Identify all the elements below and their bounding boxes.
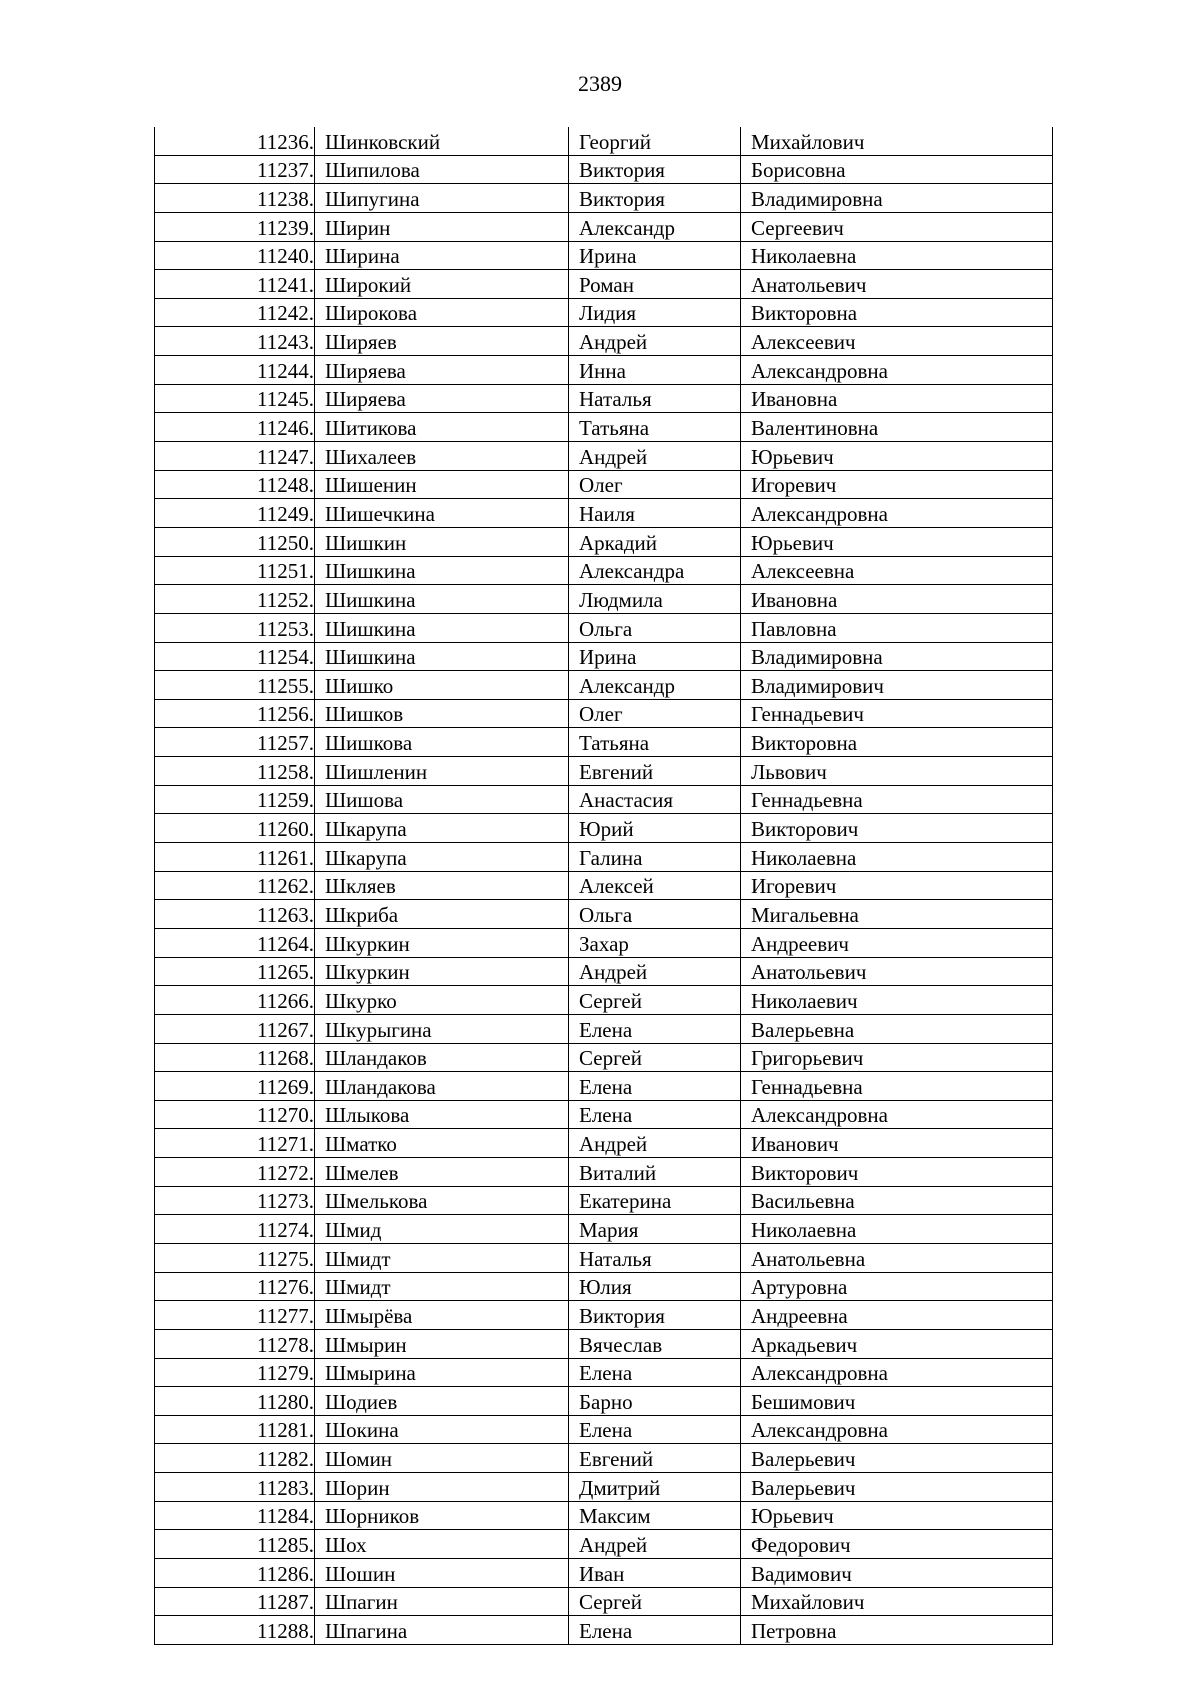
entry-number: 11245.: [155, 384, 315, 413]
first-name-cell: Сергей: [569, 1587, 741, 1616]
table-row: [155, 671, 1053, 700]
entry-number: 11260.: [155, 814, 315, 843]
patronymic-cell: Геннадьевич: [741, 699, 1053, 728]
surname-cell: Шихалеев: [315, 442, 569, 471]
table-row: [155, 757, 1053, 786]
surname-cell: Шишечкина: [315, 499, 569, 528]
surname-cell: Широкий: [315, 270, 569, 299]
entry-number: 11241.: [155, 270, 315, 299]
table-row: [155, 728, 1053, 757]
entry-number: 11278.: [155, 1329, 315, 1358]
entry-number: 11266.: [155, 986, 315, 1015]
table-row: [155, 1129, 1053, 1158]
entry-number: 11249.: [155, 499, 315, 528]
surname-cell: Шишленин: [315, 757, 569, 786]
entry-number: 11258.: [155, 757, 315, 786]
first-name-cell: Виктория: [569, 1301, 741, 1330]
entry-number: 11248.: [155, 470, 315, 499]
surname-cell: Шорников: [315, 1501, 569, 1530]
patronymic-cell: Юрьевич: [741, 1501, 1053, 1530]
entry-number: 11236.: [155, 127, 315, 155]
surname-cell: Ширяев: [315, 327, 569, 356]
surname-cell: Шпагин: [315, 1587, 569, 1616]
first-name-cell: Ирина: [569, 241, 741, 270]
surname-cell: Шкурко: [315, 986, 569, 1015]
entry-number: 11263.: [155, 900, 315, 929]
first-name-cell: Юлия: [569, 1272, 741, 1301]
entry-number: 11264.: [155, 928, 315, 957]
table-row: [155, 384, 1053, 413]
patronymic-cell: Игоревич: [741, 871, 1053, 900]
patronymic-cell: Сергеевич: [741, 212, 1053, 241]
surname-cell: Шмид: [315, 1215, 569, 1244]
first-name-cell: Максим: [569, 1501, 741, 1530]
table-row: [155, 442, 1053, 471]
patronymic-cell: Петровна: [741, 1616, 1053, 1645]
table-row: [155, 986, 1053, 1015]
first-name-cell: Евгений: [569, 757, 741, 786]
patronymic-cell: Артуровна: [741, 1272, 1053, 1301]
table-row: [155, 1272, 1053, 1301]
patronymic-cell: Андреевич: [741, 928, 1053, 957]
table-row: [155, 270, 1053, 299]
first-name-cell: Андрей: [569, 1530, 741, 1559]
patronymic-cell: Юрьевич: [741, 527, 1053, 556]
entry-number: 11284.: [155, 1501, 315, 1530]
roster-table-body: [155, 127, 1053, 1644]
page-number: 2389: [578, 71, 622, 96]
patronymic-cell: Владимировна: [741, 184, 1053, 213]
table-row: [155, 327, 1053, 356]
patronymic-cell: Андреевна: [741, 1301, 1053, 1330]
entry-number: 11269.: [155, 1072, 315, 1101]
patronymic-cell: Николаевич: [741, 986, 1053, 1015]
surname-cell: Шкляев: [315, 871, 569, 900]
table-row: [155, 900, 1053, 929]
first-name-cell: Елена: [569, 1014, 741, 1043]
table-row: [155, 1559, 1053, 1588]
surname-cell: Шпагина: [315, 1616, 569, 1645]
table-row: [155, 928, 1053, 957]
table-row: [155, 1100, 1053, 1129]
patronymic-cell: Анатольевич: [741, 957, 1053, 986]
surname-cell: Шишкина: [315, 613, 569, 642]
surname-cell: Шкуркин: [315, 957, 569, 986]
table-row: [155, 1616, 1053, 1645]
first-name-cell: Евгений: [569, 1444, 741, 1473]
patronymic-cell: Ивановна: [741, 585, 1053, 614]
first-name-cell: Захар: [569, 928, 741, 957]
first-name-cell: Иван: [569, 1559, 741, 1588]
table-row: [155, 1329, 1053, 1358]
table-row: [155, 957, 1053, 986]
surname-cell: Шишкин: [315, 527, 569, 556]
patronymic-cell: Михайлович: [741, 1587, 1053, 1616]
patronymic-cell: Валерьевич: [741, 1444, 1053, 1473]
surname-cell: Шорин: [315, 1473, 569, 1502]
table-row: [155, 1158, 1053, 1187]
table-row: [155, 470, 1053, 499]
table-row: [155, 1186, 1053, 1215]
patronymic-cell: Алексеевич: [741, 327, 1053, 356]
surname-cell: Шомин: [315, 1444, 569, 1473]
patronymic-cell: Валерьевич: [741, 1473, 1053, 1502]
entry-number: 11265.: [155, 957, 315, 986]
table-row: [155, 613, 1053, 642]
entry-number: 11274.: [155, 1215, 315, 1244]
first-name-cell: Андрей: [569, 957, 741, 986]
first-name-cell: Елена: [569, 1072, 741, 1101]
first-name-cell: Наталья: [569, 384, 741, 413]
first-name-cell: Аркадий: [569, 527, 741, 556]
first-name-cell: Елена: [569, 1616, 741, 1645]
patronymic-cell: Викторович: [741, 1158, 1053, 1187]
patronymic-cell: Ивановна: [741, 384, 1053, 413]
entry-number: 11268.: [155, 1043, 315, 1072]
table-row: [155, 785, 1053, 814]
entry-number: 11281.: [155, 1415, 315, 1444]
first-name-cell: Наиля: [569, 499, 741, 528]
first-name-cell: Олег: [569, 699, 741, 728]
first-name-cell: Елена: [569, 1100, 741, 1129]
patronymic-cell: Владимирович: [741, 671, 1053, 700]
patronymic-cell: Геннадьевна: [741, 785, 1053, 814]
table-row: [155, 871, 1053, 900]
first-name-cell: Екатерина: [569, 1186, 741, 1215]
table-row: [155, 1444, 1053, 1473]
surname-cell: Шишова: [315, 785, 569, 814]
surname-cell: Шкарупа: [315, 843, 569, 872]
patronymic-cell: Валентиновна: [741, 413, 1053, 442]
table-row: [155, 1415, 1053, 1444]
table-row: [155, 1043, 1053, 1072]
surname-cell: Ширяева: [315, 356, 569, 385]
table-row: [155, 1501, 1053, 1530]
entry-number: 11246.: [155, 413, 315, 442]
table-row: [155, 127, 1053, 155]
surname-cell: Шишкина: [315, 556, 569, 585]
first-name-cell: Елена: [569, 1358, 741, 1387]
table-row: [155, 298, 1053, 327]
patronymic-cell: Викторовна: [741, 298, 1053, 327]
surname-cell: Шишко: [315, 671, 569, 700]
surname-cell: Шмидт: [315, 1243, 569, 1272]
surname-cell: Шлыкова: [315, 1100, 569, 1129]
first-name-cell: Галина: [569, 843, 741, 872]
first-name-cell: Александр: [569, 212, 741, 241]
first-name-cell: Людмила: [569, 585, 741, 614]
table-row: [155, 413, 1053, 442]
patronymic-cell: Анатольевна: [741, 1243, 1053, 1272]
first-name-cell: Сергей: [569, 1043, 741, 1072]
patronymic-cell: Алексеевна: [741, 556, 1053, 585]
patronymic-cell: Бешимович: [741, 1387, 1053, 1416]
entry-number: 11285.: [155, 1530, 315, 1559]
surname-cell: Шох: [315, 1530, 569, 1559]
surname-cell: Шматко: [315, 1129, 569, 1158]
surname-cell: Шмырина: [315, 1358, 569, 1387]
entry-number: 11240.: [155, 241, 315, 270]
table-row: [155, 1473, 1053, 1502]
patronymic-cell: Юрьевич: [741, 442, 1053, 471]
entry-number: 11251.: [155, 556, 315, 585]
patronymic-cell: Вадимович: [741, 1559, 1053, 1588]
entry-number: 11273.: [155, 1186, 315, 1215]
table-row: [155, 1387, 1053, 1416]
surname-cell: Шкриба: [315, 900, 569, 929]
surname-cell: Шодиев: [315, 1387, 569, 1416]
first-name-cell: Андрей: [569, 327, 741, 356]
entry-number: 11255.: [155, 671, 315, 700]
surname-cell: Шландакова: [315, 1072, 569, 1101]
surname-cell: Ширяева: [315, 384, 569, 413]
patronymic-cell: Григорьевич: [741, 1043, 1053, 1072]
entry-number: 11242.: [155, 298, 315, 327]
patronymic-cell: Павловна: [741, 613, 1053, 642]
first-name-cell: Барно: [569, 1387, 741, 1416]
first-name-cell: Лидия: [569, 298, 741, 327]
patronymic-cell: Анатольевич: [741, 270, 1053, 299]
table-row: [155, 556, 1053, 585]
entry-number: 11277.: [155, 1301, 315, 1330]
first-name-cell: Сергей: [569, 986, 741, 1015]
surname-cell: Шишенин: [315, 470, 569, 499]
table-row: [155, 843, 1053, 872]
surname-cell: Шипугина: [315, 184, 569, 213]
entry-number: 11238.: [155, 184, 315, 213]
first-name-cell: Виталий: [569, 1158, 741, 1187]
patronymic-cell: Александровна: [741, 499, 1053, 528]
surname-cell: Широкова: [315, 298, 569, 327]
patronymic-cell: Мигальевна: [741, 900, 1053, 929]
surname-cell: Шмырёва: [315, 1301, 569, 1330]
entry-number: 11262.: [155, 871, 315, 900]
entry-number: 11283.: [155, 1473, 315, 1502]
entry-number: 11279.: [155, 1358, 315, 1387]
entry-number: 11257.: [155, 728, 315, 757]
entry-number: 11267.: [155, 1014, 315, 1043]
surname-cell: Шмелев: [315, 1158, 569, 1187]
entry-number: 11271.: [155, 1129, 315, 1158]
patronymic-cell: Александровна: [741, 1100, 1053, 1129]
patronymic-cell: Федорович: [741, 1530, 1053, 1559]
first-name-cell: Александр: [569, 671, 741, 700]
table-row: [155, 1587, 1053, 1616]
entry-number: 11252.: [155, 585, 315, 614]
surname-cell: Шкарупа: [315, 814, 569, 843]
entry-number: 11247.: [155, 442, 315, 471]
first-name-cell: Георгий: [569, 127, 741, 155]
surname-cell: Шошин: [315, 1559, 569, 1588]
surname-cell: Шмырин: [315, 1329, 569, 1358]
entry-number: 11259.: [155, 785, 315, 814]
patronymic-cell: Викторовна: [741, 728, 1053, 757]
table-row: [155, 241, 1053, 270]
first-name-cell: Наталья: [569, 1243, 741, 1272]
surname-cell: Шишкина: [315, 642, 569, 671]
surname-cell: Шокина: [315, 1415, 569, 1444]
entry-number: 11270.: [155, 1100, 315, 1129]
entry-number: 11239.: [155, 212, 315, 241]
first-name-cell: Виктория: [569, 184, 741, 213]
first-name-cell: Анастасия: [569, 785, 741, 814]
patronymic-cell: Иванович: [741, 1129, 1053, 1158]
entry-number: 11253.: [155, 613, 315, 642]
patronymic-cell: Владимировна: [741, 642, 1053, 671]
first-name-cell: Юрий: [569, 814, 741, 843]
patronymic-cell: Борисовна: [741, 155, 1053, 184]
patronymic-cell: Викторович: [741, 814, 1053, 843]
entry-number: 11261.: [155, 843, 315, 872]
first-name-cell: Андрей: [569, 1129, 741, 1158]
entry-number: 11280.: [155, 1387, 315, 1416]
patronymic-cell: Михайлович: [741, 127, 1053, 155]
table-row: [155, 527, 1053, 556]
entry-number: 11276.: [155, 1272, 315, 1301]
entry-number: 11250.: [155, 527, 315, 556]
patronymic-cell: Николаевна: [741, 241, 1053, 270]
surname-cell: Шмидт: [315, 1272, 569, 1301]
first-name-cell: Инна: [569, 356, 741, 385]
table-row: [155, 1072, 1053, 1101]
patronymic-cell: Валерьевна: [741, 1014, 1053, 1043]
table-row: [155, 699, 1053, 728]
entry-number: 11286.: [155, 1559, 315, 1588]
surname-cell: Шишкина: [315, 585, 569, 614]
first-name-cell: Елена: [569, 1415, 741, 1444]
first-name-cell: Алексей: [569, 871, 741, 900]
entry-number: 11243.: [155, 327, 315, 356]
surname-cell: Шинковский: [315, 127, 569, 155]
entry-number: 11256.: [155, 699, 315, 728]
patronymic-cell: Васильевна: [741, 1186, 1053, 1215]
roster-table: [154, 127, 1053, 1645]
entry-number: 11287.: [155, 1587, 315, 1616]
table-row: [155, 1215, 1053, 1244]
table-row: [155, 212, 1053, 241]
first-name-cell: Олег: [569, 470, 741, 499]
patronymic-cell: Александровна: [741, 356, 1053, 385]
table-row: [155, 1530, 1053, 1559]
patronymic-cell: Николаевна: [741, 1215, 1053, 1244]
first-name-cell: Александра: [569, 556, 741, 585]
patronymic-cell: Львович: [741, 757, 1053, 786]
surname-cell: Ширина: [315, 241, 569, 270]
entry-number: 11244.: [155, 356, 315, 385]
first-name-cell: Татьяна: [569, 413, 741, 442]
first-name-cell: Роман: [569, 270, 741, 299]
surname-cell: Шитикова: [315, 413, 569, 442]
patronymic-cell: Геннадьевна: [741, 1072, 1053, 1101]
table-row: [155, 1358, 1053, 1387]
first-name-cell: Ольга: [569, 613, 741, 642]
table-row: [155, 1014, 1053, 1043]
table-row: [155, 356, 1053, 385]
table-row: [155, 642, 1053, 671]
surname-cell: Шипилова: [315, 155, 569, 184]
table-row: [155, 184, 1053, 213]
surname-cell: Шкурыгина: [315, 1014, 569, 1043]
patronymic-cell: Игоревич: [741, 470, 1053, 499]
entry-number: 11272.: [155, 1158, 315, 1187]
first-name-cell: Андрей: [569, 442, 741, 471]
first-name-cell: Виктория: [569, 155, 741, 184]
surname-cell: Шмелькова: [315, 1186, 569, 1215]
table-row: [155, 814, 1053, 843]
surname-cell: Ширин: [315, 212, 569, 241]
first-name-cell: Ольга: [569, 900, 741, 929]
entry-number: 11237.: [155, 155, 315, 184]
patronymic-cell: Аркадьевич: [741, 1329, 1053, 1358]
patronymic-cell: Александровна: [741, 1358, 1053, 1387]
first-name-cell: Мария: [569, 1215, 741, 1244]
table-row: [155, 1301, 1053, 1330]
first-name-cell: Дмитрий: [569, 1473, 741, 1502]
entry-number: 11282.: [155, 1444, 315, 1473]
first-name-cell: Ирина: [569, 642, 741, 671]
entry-number: 11275.: [155, 1243, 315, 1272]
patronymic-cell: Николаевна: [741, 843, 1053, 872]
entry-number: 11288.: [155, 1616, 315, 1645]
entry-number: 11254.: [155, 642, 315, 671]
first-name-cell: Вячеслав: [569, 1329, 741, 1358]
table-row: [155, 155, 1053, 184]
surname-cell: Шишков: [315, 699, 569, 728]
surname-cell: Шкуркин: [315, 928, 569, 957]
first-name-cell: Татьяна: [569, 728, 741, 757]
surname-cell: Шландаков: [315, 1043, 569, 1072]
surname-cell: Шишкова: [315, 728, 569, 757]
table-row: [155, 1243, 1053, 1272]
patronymic-cell: Александровна: [741, 1415, 1053, 1444]
table-row: [155, 499, 1053, 528]
table-row: [155, 585, 1053, 614]
